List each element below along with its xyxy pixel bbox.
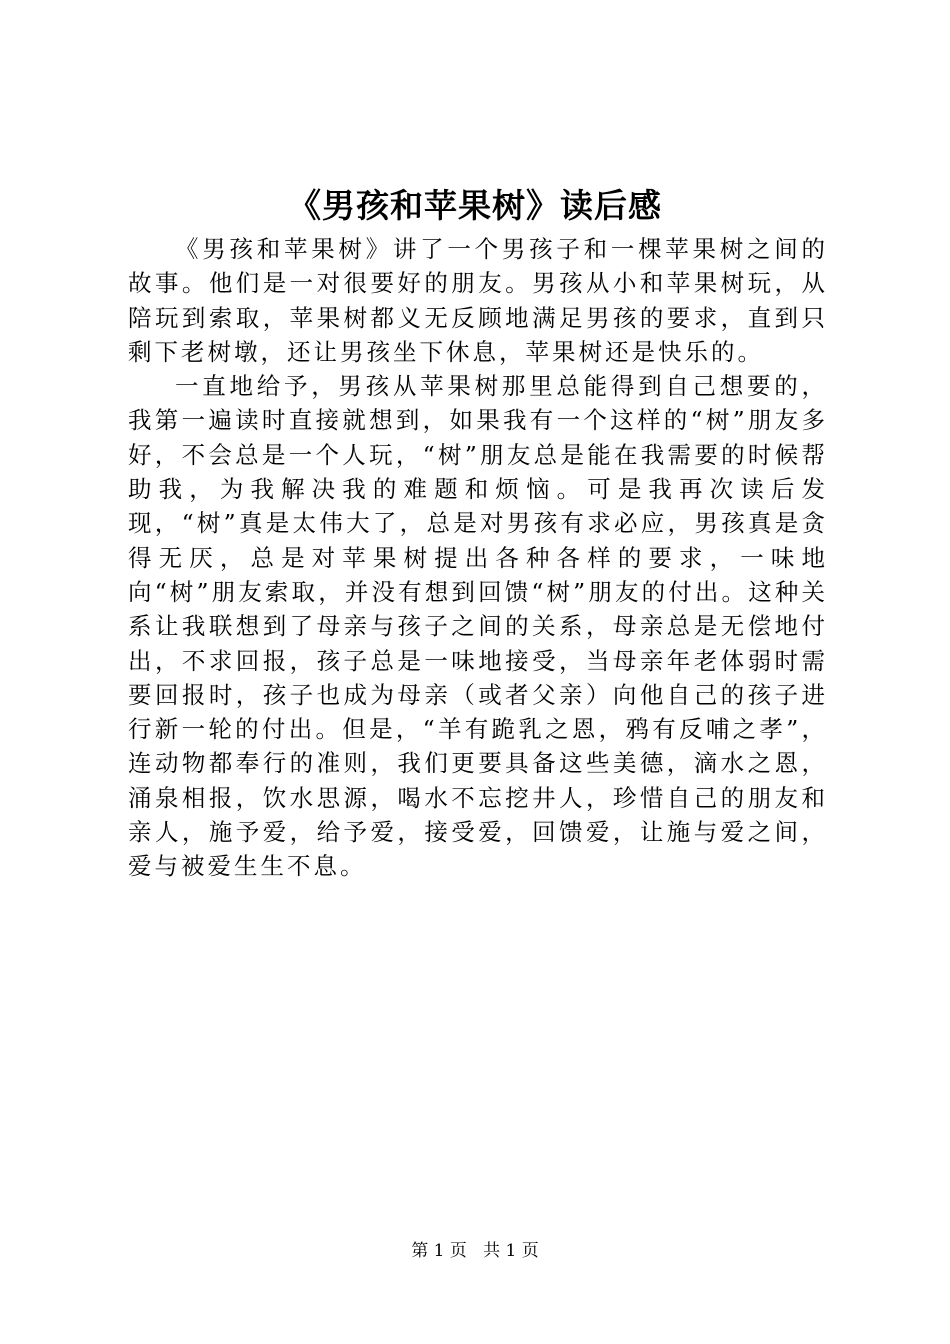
paragraph-2: 一直地给予，男孩从苹果树那里总能得到自己想要的，我第一遍读时直接就想到，如果我有一个这样的“树”朋友多好，不会总是一个人玩，“树”朋友总是能在我需要的时候帮助我，为我解决我的难题和烦恼。可是我再次读后发现，“树”真是太伟大了，总是对男孩有求必应，男孩真是贪得无厌，总是对苹果树提出各种各样的要求，一味地向“树”朋友索取，并没有想到回馈“树”朋友的付出。这种关系让我联想到了母亲与孩子之间的关系，母亲总是无偿地付出，不求回报，孩子总是一味地接受，当母亲年老体弱时需要回报时，孩子也成为母亲（或者父亲）向他自己的孩子进行新一轮的付出。但是，“羊有跪乳之恩，鸦有反哺之孝”，连动物都奉行的准则，我们更要具备这些美德，滴水之恩，涌泉相报，饮水思源，喝水不忘挖井人，珍惜自己的朋友和亲人，施予爱，给予爱，接受爱，回馈爱，让施与爱之间，爱与被爱生生不息。 xyxy=(128,372,828,881)
page-footer xyxy=(0,1239,950,1263)
paragraph-1: 《男孩和苹果树》讲了一个男孩子和一棵苹果树之间的故事。他们是一对很要好的朋友。男孩从小和苹果树玩，从陪玩到索取，苹果树都义无反顾地满足男孩的要求，直到只剩下老树墩，还让男孩坐下休息，苹果树还是快乐的。 xyxy=(128,235,828,366)
document-body xyxy=(128,232,828,884)
page-number-label: 第 1 页 共 1 页 xyxy=(411,1241,539,1261)
page-title: 《男孩和苹果树》读后感 xyxy=(288,186,662,225)
